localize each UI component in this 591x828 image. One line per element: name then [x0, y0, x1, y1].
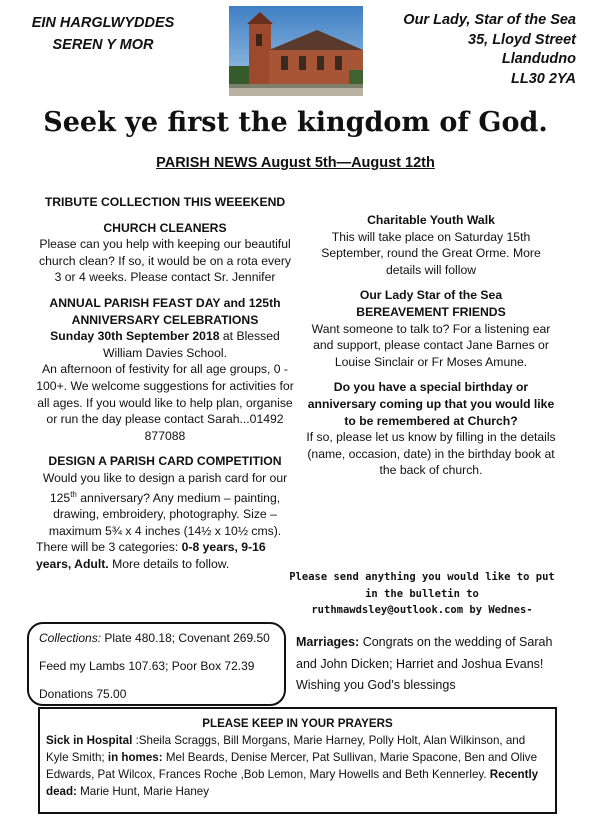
bereave-heading-2: BEREAVEMENT FRIENDS — [356, 304, 506, 319]
marriages — [296, 632, 566, 697]
bereave-body: Want someone to talk to? For a listening ear and support, please contact Jane Barnes or Louise Sinclair or Fr Moses Amune. — [311, 321, 551, 369]
left-column — [36, 194, 294, 573]
card-cat-b: 0-8 years, 9-16 years, Adult. — [36, 540, 266, 571]
sick-label: Sick in Hospital — [46, 734, 133, 747]
card-categories — [36, 539, 294, 572]
card-body-a: Would you like to design a parish card for our 125 — [42, 470, 288, 505]
card-cat-a: There will be 3 categories: — [36, 540, 182, 555]
send-line-1: Please send anything you would like to put — [289, 571, 555, 583]
street: 35, Lloyd Street — [468, 31, 576, 48]
prayers-box — [38, 707, 557, 814]
postcode: LL30 2YA — [510, 70, 576, 87]
card-cat-c: More details to follow. — [108, 556, 230, 571]
cleaners-heading: CHURCH CLEANERS — [103, 220, 227, 235]
homes-names: Mel Beards, Denise Mercer, Pat Sullivan, Marie Spacone, Ben and Olive Edwards, Pat Wilcox, Frances Roche ,Bob Lemon, Mary Howells and Beth Kennerley. — [46, 751, 538, 781]
submission-note — [288, 569, 556, 619]
welsh-line-1: EIN HARGLWYDDES — [31, 15, 175, 31]
recently-dead-label: Recently dead: — [46, 768, 539, 798]
feast-when — [36, 328, 294, 361]
feast-date: Sunday 30th September 2018 — [50, 329, 220, 344]
feast-heading: ANNUAL PARISH FEAST DAY and 125th ANNIVERSARY CELEBRATIONS — [49, 295, 281, 327]
welsh-line-2: SEREN Y MOR — [52, 37, 154, 53]
town: Llandudno — [501, 51, 576, 67]
prayers-list — [46, 732, 549, 800]
parish-name-welsh — [8, 12, 198, 56]
recently-dead-names: Marie Hunt, Marie Haney — [76, 785, 210, 798]
feast-body: An afternoon of festivity for all age groups, 0 - 100+. We welcome suggestions for activities for all ages. If you would like to help plan, organise or run the day please contact Sarah...01492 877088 — [36, 362, 294, 443]
send-line-3: ruthmawdsley@outlook.com by Wednes- — [311, 604, 533, 616]
right-column — [304, 212, 558, 479]
cleaners-body: Please can you help with keeping our beautiful church clean? If so, it would be on a rota every 3 or 4 weeks. Please contact Sr. Jennifer — [38, 237, 292, 285]
feast-place: at Blessed William Davies School. — [103, 329, 280, 360]
prayers-heading: PLEASE KEEP IN YOUR PRAYERS — [202, 717, 393, 730]
news-title — [0, 155, 591, 171]
collections-row-2: Feed my Lambs 107.63; Poor Box 72.39 — [39, 659, 255, 673]
card-heading: DESIGN A PARISH CARD COMPETITION — [48, 454, 282, 469]
parish-address — [378, 11, 576, 89]
homes-label: in homes: — [107, 751, 163, 764]
card-body — [36, 470, 294, 539]
collections-row-1 — [39, 631, 270, 645]
news-title-text: PARISH NEWS August 5th—August 12th — [156, 155, 435, 171]
card-body-b: anniversary? Any medium – painting, drawing, embroidery, photography. Size – maximum 5¾ x 4 inches (14½ x 10½ cms). — [48, 490, 282, 538]
sick-names: :Sheila Scraggs, Bill Morgans, Marie Harney, Polly Holt, Alan Wilkinson, and Kyle Smith; — [46, 734, 526, 764]
marriages-label: Marriages: — [296, 635, 360, 649]
walk-heading: Charitable Youth Walk — [367, 213, 495, 227]
parish-name: Our Lady, Star of the Sea — [403, 12, 576, 28]
birthday-heading: Do you have a special birthday or anniversary coming up that you would like to be remembered at Church? — [307, 380, 555, 428]
church-photo — [229, 6, 363, 96]
marriages-body: Congrats on the wedding of Sarah and John Dicken; Harriet and Joshua Evans! Wishing you God’s blessings — [296, 635, 553, 692]
bereave-heading-1: Our Lady Star of the Sea — [359, 288, 503, 303]
card-body-sup: th — [70, 489, 77, 499]
tribute-heading: TRIBUTE COLLECTION THIS WEEEKEND — [44, 195, 286, 209]
motto: Seek ye first the kingdom of God. — [43, 107, 548, 138]
send-line-2: in the bulletin to — [365, 587, 479, 600]
collections-box — [27, 622, 286, 706]
birthday-body: If so, please let us know by filling in the details (name, occasion, date) in the birthday book at the back of church. — [306, 430, 556, 478]
collections-label: Collections: — [39, 631, 102, 645]
collections-row-3: Donations 75.00 — [39, 687, 127, 701]
collections-plate-covenant: Plate 480.18; Covenant 269.50 — [101, 631, 270, 645]
walk-body: This will take place on Saturday 15th September, round the Great Orme. More details will follow — [321, 229, 541, 277]
